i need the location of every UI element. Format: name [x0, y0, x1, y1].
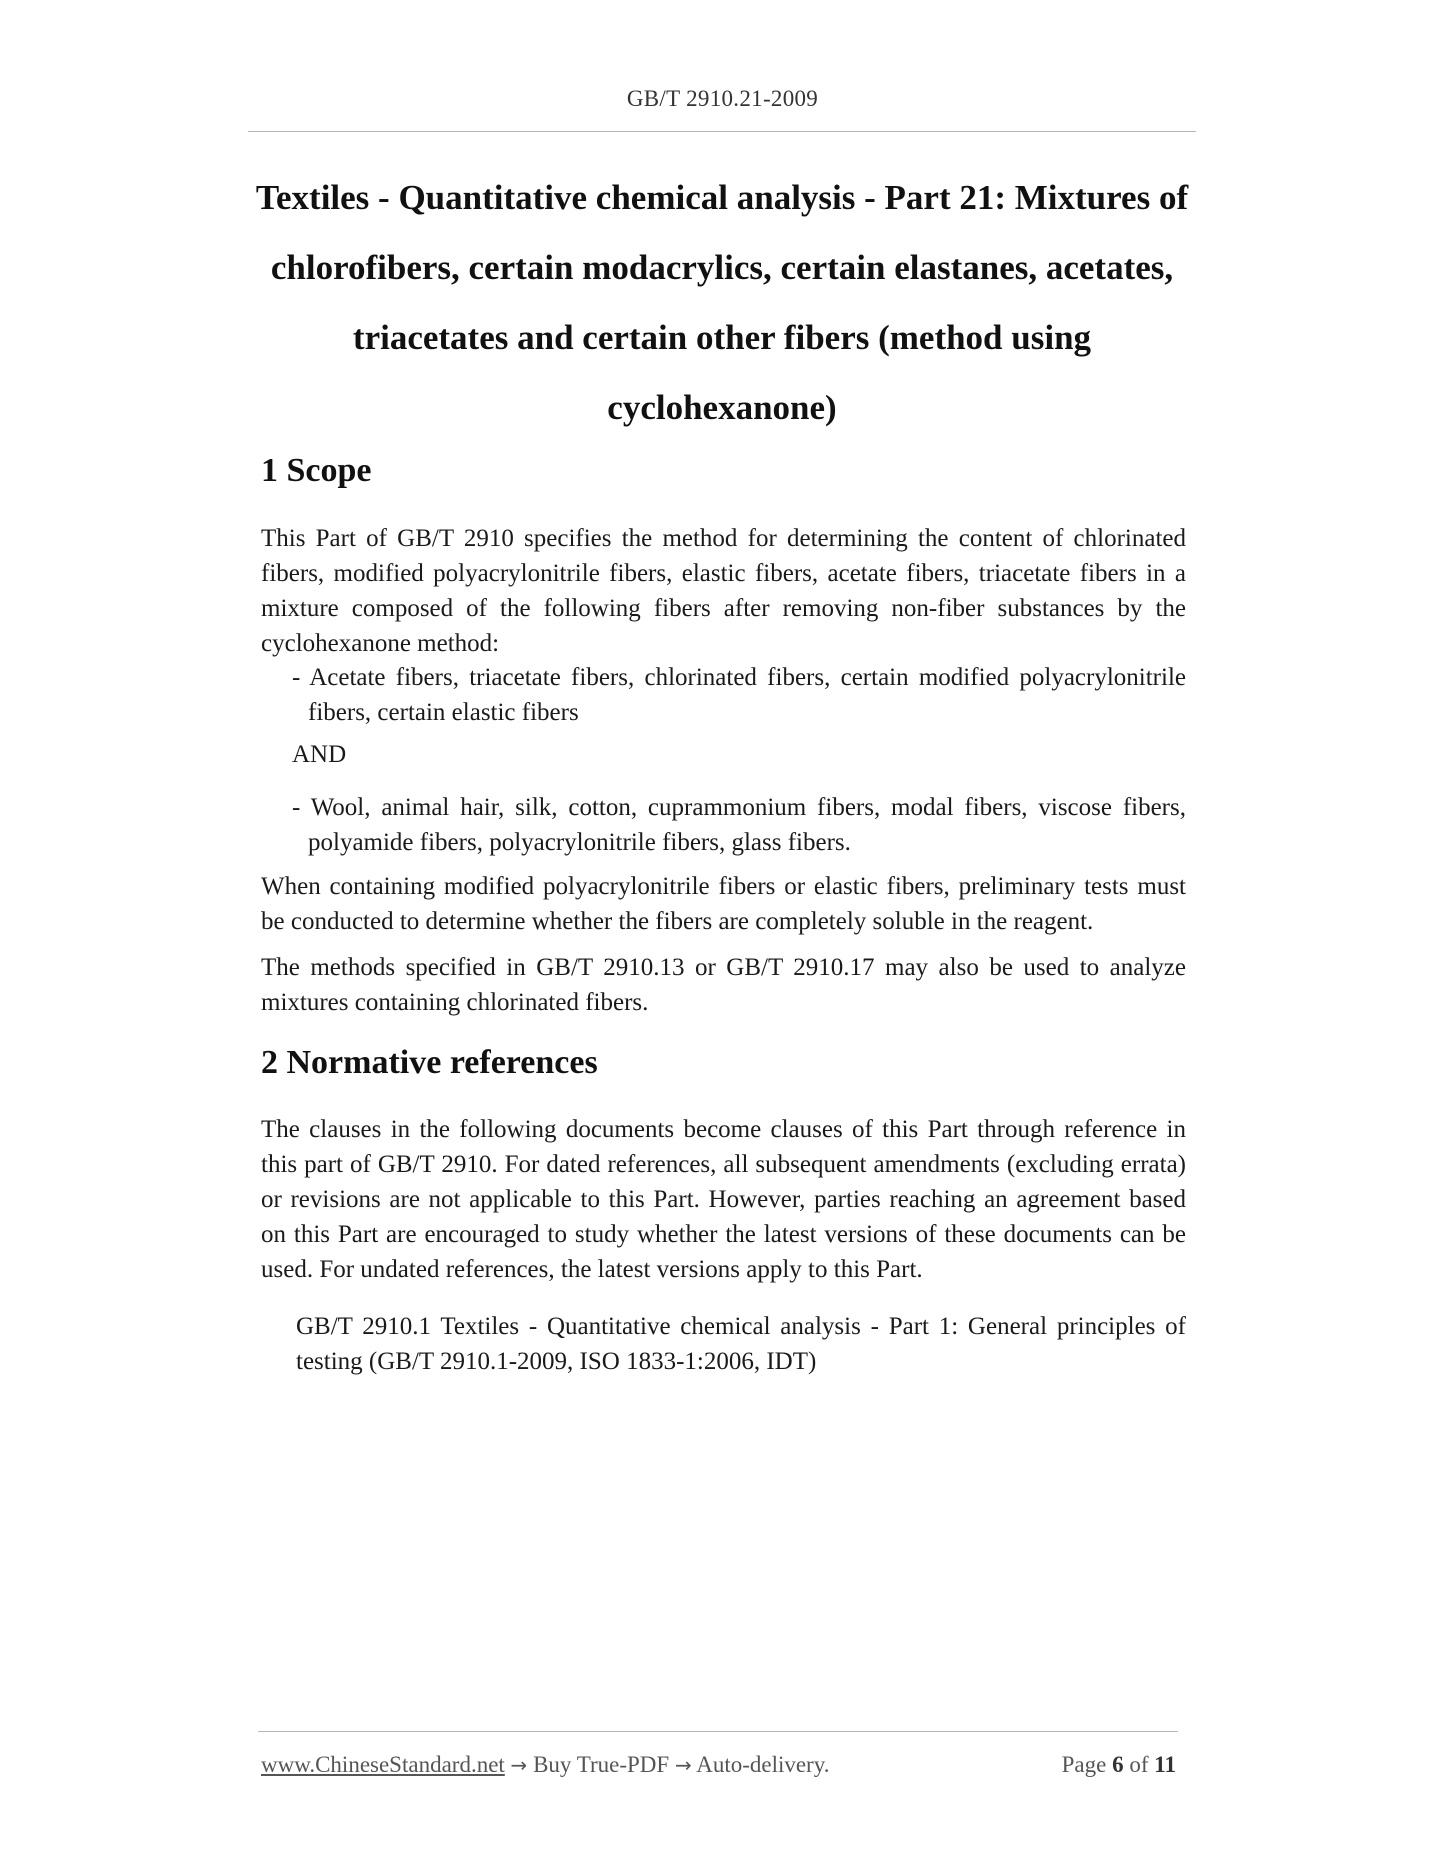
footer-divider	[258, 1731, 1178, 1732]
current-page-number: 6	[1112, 1752, 1124, 1777]
auto-delivery-text: Auto-delivery.	[696, 1752, 830, 1777]
scope-intro-paragraph: This Part of GB/T 2910 specifies the method for determining the content of chlorinated fibers, modified polyacrylonitrile fibers, elastic fibers, acetate fibers, triacetate fibers in a mixture composed of the following fibers after removing non-fiber substances by the cyclohexanone method:	[261, 525, 1186, 657]
site-link[interactable]: www.ChineseStandard.net	[261, 1752, 505, 1777]
document-title: Textiles - Quantitative chemical analysis - Part 21: Mixtures of chlorofibers, certain modacrylics, certain elastanes, acetates, triacetates and certain other fibers (method using cyclohexanone)	[255, 178, 1189, 427]
reference-item: GB/T 2910.1 Textiles - Quantitative chemical analysis - Part 1: General principles of testing (GB/T 2910.1-2009, ISO 1833-1:2006, IDT)	[296, 1313, 1186, 1375]
arrow-right-icon: →	[510, 1753, 528, 1777]
running-header: GB/T 2910.21-2009	[626, 86, 819, 111]
of-label: of	[1129, 1752, 1149, 1777]
fiber-list-item-a: - Acetate fibers, triacetate fibers, chlorinated fibers, certain modified polyacrylonitrile fibers, certain elastic fibers	[292, 664, 1186, 726]
buy-true-pdf-text: Buy True-PDF	[533, 1752, 670, 1777]
footer-promo	[261, 1752, 829, 1778]
normative-references-paragraph: The clauses in the following documents become clauses of this Part through reference in this part of GB/T 2910. For dated references, all subsequent amendments (excluding errata) or revisions are not applicable to this Part. However, parties reaching an agreement based on this Part are encouraged to study whether the latest versions of these documents can be used. For undated references, the latest versions apply to this Part.	[261, 1116, 1186, 1283]
page-indicator	[1062, 1752, 1176, 1778]
section-heading-normative-references: 2 Normative references	[261, 1044, 598, 1081]
arrow-right-icon: →	[674, 1753, 692, 1777]
scope-paragraph-preliminary-tests: When containing modified polyacrylonitrile fibers or elastic fibers, preliminary tests must be conducted to determine whether the fibers are completely soluble in the reagent.	[261, 873, 1186, 935]
header-divider	[248, 131, 1196, 132]
page-label: Page	[1061, 1752, 1107, 1777]
section-heading-scope: 1 Scope	[261, 452, 372, 489]
scope-paragraph-alternative-methods: The methods specified in GB/T 2910.13 or GB/T 2910.17 may also be used to analyze mixtures containing chlorinated fibers.	[261, 954, 1186, 1016]
total-pages-number: 11	[1154, 1752, 1176, 1777]
and-label: AND	[292, 741, 347, 768]
fiber-list-item-b: - Wool, animal hair, silk, cotton, cuprammonium fibers, modal fibers, viscose fibers, polyamide fibers, polyacrylonitrile fibers, glass fibers.	[292, 794, 1186, 856]
